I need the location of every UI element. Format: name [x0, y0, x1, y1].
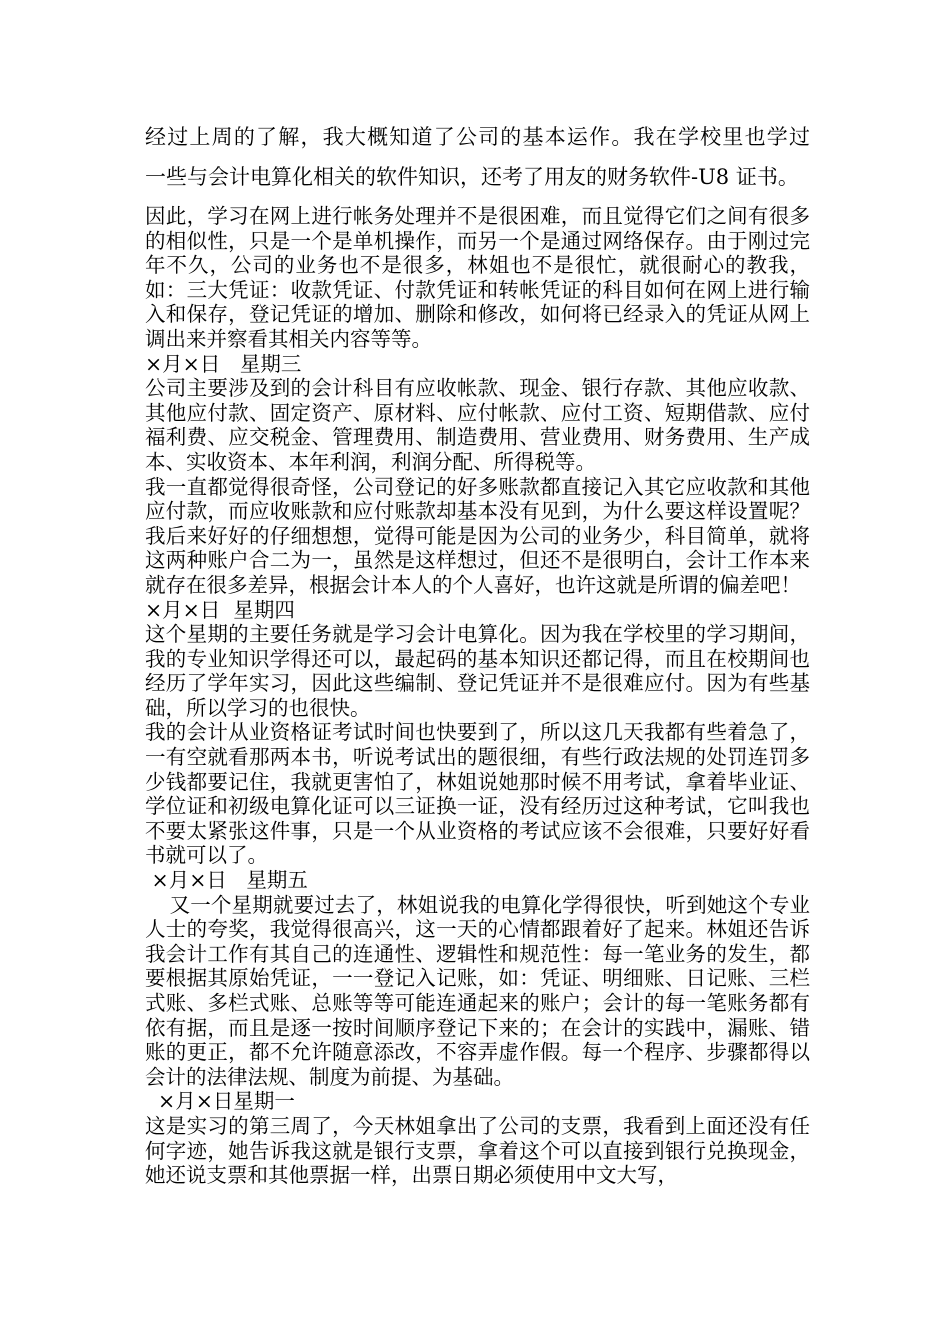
date-heading-thursday: ×月×日 星期四: [145, 597, 295, 622]
paragraph-accounting-subjects: 公司主要涉及到的会计科目有应收帐款、现金、银行存款、其他应收款、其他应付款、固定资产、原材料、应付帐款、应付工资、短期借款、应付福利费、应交税金、管理费用、制造费用、营业费用、财务费用、生产成本、实收资本、本年利润，利润分配、所得税等。: [145, 376, 810, 474]
paragraph-qualification-exam: 我的会计从业资格证考试时间也快要到了，所以这几天我都有些着急了，一有空就看那两本书，听说考试出的题很细，有些行政法规的处罚连罚多少钱都要记住，我就更害怕了，林姐说她那时候不用考试，拿着毕业证、学位证和初级电算化证可以三证换一证，没有经历过这种考试，它叫我也不要太紧张这件事，只是一个从业资格的考试应该不会很难，只要好好看书就可以了。: [145, 720, 810, 868]
document-page: [145, 117, 810, 1188]
paragraph-computerized-accounting: 这个星期的主要任务就是学习会计电算化。因为我在学校里的学习期间，我的专业知识学得还可以，最起码的基本知识还都记得，而且在校期间也经历了学年实习，因此这些编制、登记凭证并不是很难应付。因为有些基础，所以学习的也很快。: [145, 622, 810, 720]
spacer: [145, 197, 810, 204]
paragraph-bank-cheque: 这是实习的第三周了，今天林姐拿出了公司的支票，我看到上面还没有任何字迹，她告诉我这就是银行支票，拿着这个可以直接到银行兑换现金，她还说支票和其他票据一样，出票日期必须使用中文大写，: [145, 1113, 810, 1188]
date-heading-friday: ×月×日 星期五: [145, 868, 308, 893]
intro-line-1: 经过上周的了解，我大概知道了公司的基本运作。我在学校里也学过: [145, 125, 810, 149]
paragraph-accounting-software: 因此，学习在网上进行帐务处理并不是很困难，而且觉得它们之间有很多的相似性，只是一个是单机操作，而另一个是通过网络保存。由于刚过完年不久，公司的业务也不是很多，林姐也不是很忙，就很耐心的教我，如：三大凭证：收款凭证、付款凭证和转帐凭证的科目如何在网上进行输入和保存，登记凭证的增加、删除和修改，如何将已经录入的凭证从网上调出来并察看其相关内容等等。: [145, 204, 810, 351]
date-heading-monday: ×月×日星期一: [145, 1089, 295, 1114]
paragraph-accounting-principles: 又一个星期就要过去了，林姐说我的电算化学得很快，听到她这个专业人士的夸奖，我觉得很高兴，这一天的心情都跟着好了起来。林姐还告诉我会计工作有其自己的连通性、逻辑性和规范性：每一笔业务的发生，都要根据其原始凭证，一一登记入记账，如：凭证、明细账、日记账、三栏式账、多栏式账、总账等等可能连通起来的账户；会计的每一笔账务都有依有据，而且是逐一按时间顺序登记下来的；在会计的实践中，漏账、错账的更正，都不允许随意添改，不容弄虚作假。每一个程序、步骤都得以会计的法律法规、制度为前提、为基础。: [145, 892, 810, 1089]
paragraph-receivables: 我一直都觉得很奇怪，公司登记的好多账款都直接记入其它应收款和其他应付款，而应收账款和应付账款却基本没有见到，为什么要这样设置呢？我后来好好的仔细想想，觉得可能是因为公司的业务少，科目简单，就将这两种账户合二为一，虽然是这样想过，但还不是很明白，会计工作本来就存在很多差异，根据会计本人的个人喜好，也许这就是所谓的偏差吧！: [145, 474, 810, 597]
date-heading-wednesday: ×月×日 星期三: [145, 351, 302, 376]
intro-line-2: 一些与会计电算化相关的软件知识，还考了用友的财务软件-U8 证书。: [145, 165, 799, 189]
